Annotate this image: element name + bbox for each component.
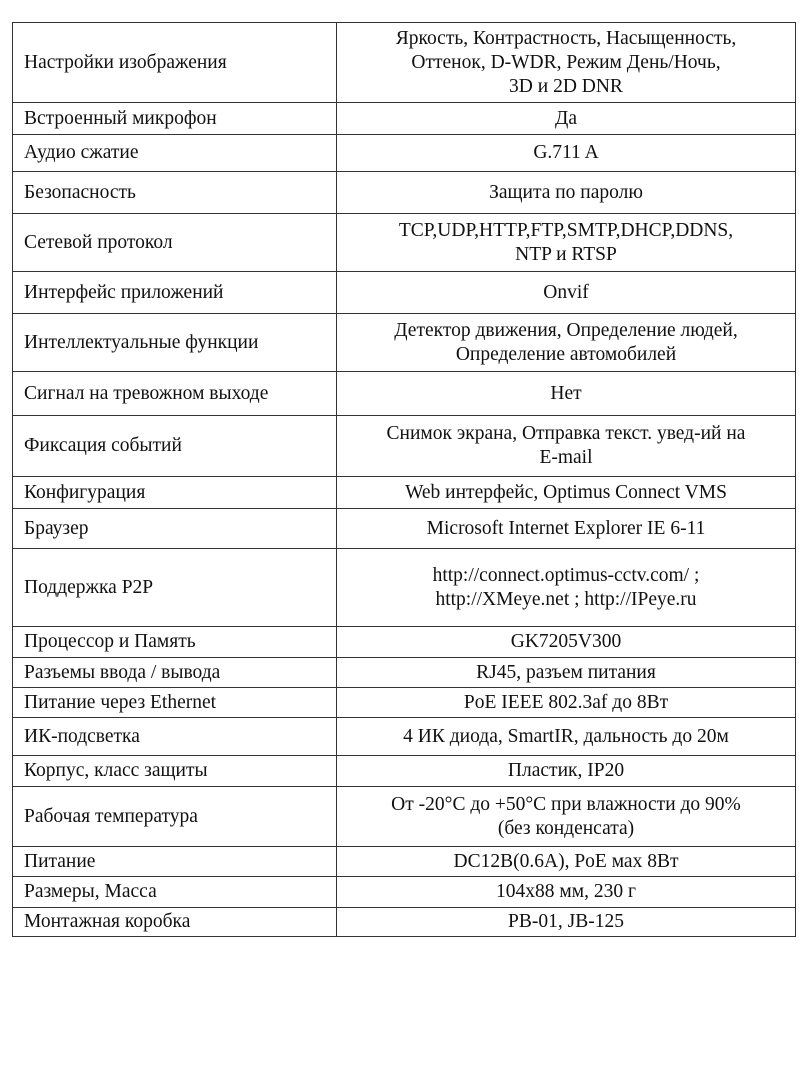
- spec-value: http://connect.optimus-cctv.com/ ; http://XMeye.net ; http://IPeye.ru: [337, 549, 796, 627]
- spec-value: 4 ИК диода, SmartIR, дальность до 20м: [337, 718, 796, 756]
- spec-label: Размеры, Масса: [13, 877, 337, 908]
- table-row: [13, 172, 796, 214]
- spec-label: Питание через Ethernet: [13, 688, 337, 718]
- spec-label: Питание: [13, 847, 337, 877]
- table-row: [13, 477, 796, 509]
- spec-value: TCP,UDP,HTTP,FTP,SMTP,DHCP,DDNS, NTP и RTSP: [337, 214, 796, 272]
- table-row: [13, 847, 796, 877]
- spec-label: Рабочая температура: [13, 787, 337, 847]
- table-row: [13, 372, 796, 416]
- spec-value: 104x88 мм, 230 г: [337, 877, 796, 908]
- table-row: [13, 688, 796, 718]
- spec-value: Да: [337, 103, 796, 135]
- spec-label: Разъемы ввода / вывода: [13, 658, 337, 688]
- table-row: [13, 135, 796, 172]
- spec-label: Корпус, класс защиты: [13, 756, 337, 787]
- table-row: [13, 877, 796, 908]
- spec-table-body: [13, 23, 796, 937]
- spec-value: PoE IEEE 802.3af до 8Вт: [337, 688, 796, 718]
- table-row: [13, 272, 796, 314]
- spec-label: Интерфейс приложений: [13, 272, 337, 314]
- table-row: [13, 908, 796, 937]
- spec-value: От -20°С до +50°С при влажности до 90% (без конденсата): [337, 787, 796, 847]
- spec-label: Интеллектуальные функции: [13, 314, 337, 372]
- spec-value: RJ45, разъем питания: [337, 658, 796, 688]
- spec-value: Microsoft Internet Explorer IE 6-11: [337, 509, 796, 549]
- table-row: [13, 658, 796, 688]
- spec-label: Монтажная коробка: [13, 908, 337, 937]
- spec-value: G.711 A: [337, 135, 796, 172]
- spec-value: Пластик, IP20: [337, 756, 796, 787]
- table-row: [13, 416, 796, 477]
- spec-value: DC12В(0.6А), PoE мах 8Вт: [337, 847, 796, 877]
- table-row: [13, 314, 796, 372]
- spec-value: PB-01, JB-125: [337, 908, 796, 937]
- spec-label: Конфигурация: [13, 477, 337, 509]
- spec-value: Onvif: [337, 272, 796, 314]
- spec-value: Защита по паролю: [337, 172, 796, 214]
- table-row: [13, 549, 796, 627]
- spec-value: Снимок экрана, Отправка текст. увед-ий на E-mail: [337, 416, 796, 477]
- spec-value: Детектор движения, Определение людей, Определение автомобилей: [337, 314, 796, 372]
- spec-label: Браузер: [13, 509, 337, 549]
- table-row: [13, 23, 796, 103]
- spec-value: Нет: [337, 372, 796, 416]
- table-row: [13, 627, 796, 658]
- table-row: [13, 509, 796, 549]
- spec-label: Безопасность: [13, 172, 337, 214]
- spec-table: [12, 22, 796, 937]
- spec-label: Фиксация событий: [13, 416, 337, 477]
- spec-label: Процессор и Память: [13, 627, 337, 658]
- spec-value: GK7205V300: [337, 627, 796, 658]
- table-row: [13, 103, 796, 135]
- spec-value: Яркость, Контрастность, Насыщенность, Оттенок, D-WDR, Режим День/Ночь, 3D и 2D DNR: [337, 23, 796, 103]
- table-row: [13, 214, 796, 272]
- spec-label: Настройки изображения: [13, 23, 337, 103]
- table-row: [13, 718, 796, 756]
- spec-value: Web интерфейс, Optimus Connect VMS: [337, 477, 796, 509]
- spec-label: Поддержка P2P: [13, 549, 337, 627]
- table-row: [13, 787, 796, 847]
- spec-label: ИК-подсветка: [13, 718, 337, 756]
- spec-label: Сигнал на тревожном выходе: [13, 372, 337, 416]
- spec-label: Сетевой протокол: [13, 214, 337, 272]
- spec-label: Встроенный микрофон: [13, 103, 337, 135]
- table-row: [13, 756, 796, 787]
- spec-label: Аудио сжатие: [13, 135, 337, 172]
